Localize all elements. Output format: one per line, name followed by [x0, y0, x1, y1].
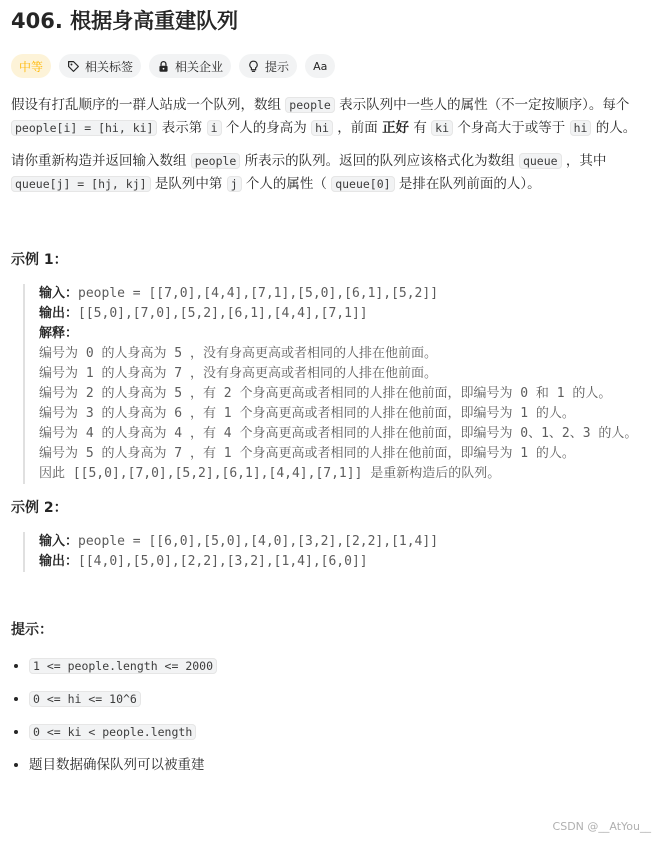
text: ，其中: [565, 153, 607, 169]
inline-code: j: [227, 176, 242, 192]
text: 的人。: [595, 120, 637, 136]
difficulty-badge[interactable]: [11, 54, 51, 78]
input-label: 输入：: [39, 534, 79, 549]
text: 所表示的队列。返回的队列应该格式化为数组: [244, 153, 515, 169]
inline-code: i: [207, 120, 222, 136]
explain-line: 编号为 5 的人身高为 7 ，有 1 个身高更高或者相同的人排在他前面，即编号为 1 的人。: [39, 446, 575, 461]
related-tags-button[interactable]: [59, 54, 141, 78]
related-companies-button[interactable]: [149, 54, 231, 78]
example-2: [11, 498, 649, 572]
constraint-text: 题目数据确保队列可以被重建: [29, 757, 205, 773]
inline-code: people[i] = [hi, ki]: [11, 120, 157, 136]
output-label: 输出：: [39, 306, 79, 321]
output-value: [[5,0],[7,0],[5,2],[6,1],[4,4],[7,1]]: [78, 306, 368, 321]
explain-line: 编号为 4 的人身高为 4 ，有 4 个身高更高或者相同的人排在他前面，即编号为 0、1、2、3 的人。: [39, 426, 638, 441]
text: 表示第: [161, 120, 203, 136]
related-tags-label: 相关标签: [85, 59, 134, 74]
difficulty-label: 中等: [19, 59, 44, 74]
inline-code: 1 <= people.length <= 2000: [29, 658, 217, 674]
constraints-list: [11, 656, 649, 776]
tag-bar: [11, 54, 649, 78]
inline-code: 0 <= hi <= 10^6: [29, 691, 141, 707]
example-input-line: [39, 284, 649, 304]
related-companies-label: 相关企业: [175, 59, 224, 74]
list-item: [29, 722, 649, 743]
text: 表示队列中一些人的属性（不一定按顺序）。每个: [339, 97, 630, 113]
text: 有: [413, 120, 427, 136]
example-1: [11, 250, 649, 484]
example-input-line: [39, 532, 649, 552]
inline-code: ki: [431, 120, 453, 136]
example-title: 示例 1：: [11, 252, 68, 268]
text: 个人的身高为: [225, 120, 307, 136]
tag-icon: [67, 60, 80, 73]
hint-label: 提示: [265, 59, 290, 74]
problem-title: 406. 根据身高重建队列: [11, 9, 239, 33]
text: 是队列中第: [154, 176, 223, 192]
example-title: 示例 2：: [11, 500, 68, 516]
constraints-section: [11, 620, 649, 776]
explain-line: 编号为 2 的人身高为 5 ，有 2 个身高更高或者相同的人排在他前面，即编号为 0 和 1 的人。: [39, 386, 612, 401]
translate-icon: Aa: [313, 59, 328, 73]
description-paragraph-2: [11, 150, 649, 196]
list-item: [29, 656, 649, 677]
example-block: [23, 532, 649, 572]
output-label: 输出：: [39, 554, 79, 569]
inline-code: queue[0]: [331, 176, 394, 192]
explain-line: 编号为 1 的人身高为 7 ，没有身高更高或者相同的人排在他前面。: [39, 366, 437, 381]
inline-code: 0 <= ki < people.length: [29, 724, 196, 740]
inline-code: people: [191, 153, 241, 169]
output-value: [[4,0],[5,0],[2,2],[3,2],[1,4],[6,0]]: [78, 554, 368, 569]
explain-label: 解释：: [39, 326, 79, 341]
input-label: 输入：: [39, 286, 79, 301]
translate-button[interactable]: [305, 54, 335, 78]
lock-icon: [157, 60, 170, 73]
text: 是排在队列前面的人）。: [398, 176, 541, 192]
input-value: people = [[7,0],[4,4],[7,1],[5,0],[6,1],[5,2]]: [78, 286, 439, 301]
example-output-line: [39, 304, 649, 324]
input-value: people = [[6,0],[5,0],[4,0],[3,2],[2,2],[1,4]]: [78, 534, 439, 549]
emphasis-text: 正好: [382, 120, 410, 136]
explain-line: 编号为 0 的人身高为 5 ，没有身高更高或者相同的人排在他前面。: [39, 346, 437, 361]
text: 请你重新构造并返回输入数组: [11, 153, 187, 169]
example-block: [23, 284, 649, 484]
inline-code: queue[j] = [hj, kj]: [11, 176, 151, 192]
lightbulb-icon: [247, 60, 260, 73]
explain-line: 因此 [[5,0],[7,0],[5,2],[6,1],[4,4],[7,1]] 是重新构造后的队列。: [39, 466, 501, 481]
problem-description: [11, 94, 649, 196]
inline-code: people: [285, 97, 335, 113]
inline-code: hi: [570, 120, 592, 136]
inline-code: queue: [519, 153, 562, 169]
hint-button[interactable]: [239, 54, 297, 78]
text: 个人的属性（: [245, 176, 327, 192]
text: ，前面: [337, 120, 378, 136]
example-output-line: [39, 552, 649, 572]
list-item: [29, 689, 649, 710]
text: 个身高大于或等于: [457, 120, 566, 136]
list-item: [29, 755, 649, 776]
description-paragraph-1: [11, 94, 649, 140]
text: 假设有打乱顺序的一群人站成一个队列，数组: [11, 97, 281, 113]
constraints-title: 提示：: [11, 622, 53, 638]
example-explain-label-line: [39, 324, 649, 344]
inline-code: hi: [311, 120, 333, 136]
watermark: CSDN @__AtYou__: [552, 820, 651, 833]
explain-line: 编号为 3 的人身高为 6 ，有 1 个身高更高或者相同的人排在他前面，即编号为 1 的人。: [39, 406, 575, 421]
